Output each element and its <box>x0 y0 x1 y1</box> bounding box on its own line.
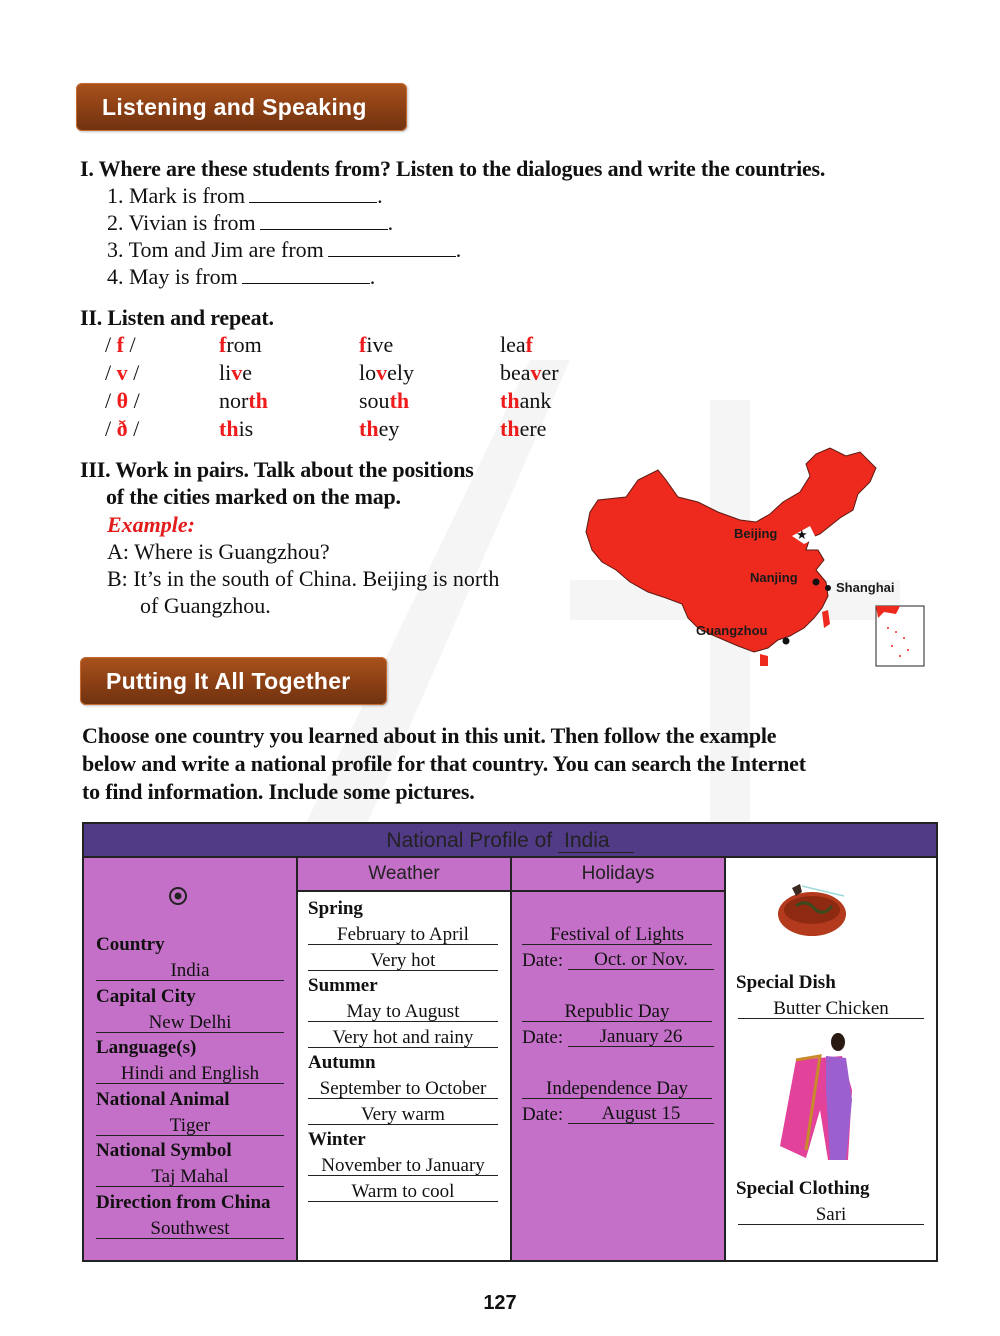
highlighted-letters: f <box>219 332 227 357</box>
phonics-row <box>105 332 605 360</box>
season-months[interactable]: November to January <box>308 1154 498 1176</box>
profile-country-field[interactable]: India <box>558 829 634 853</box>
weather-column <box>298 858 510 1260</box>
word-part: / <box>105 416 117 441</box>
word-part: bea <box>500 360 531 385</box>
map-label-nanjing: Nanjing <box>750 570 798 585</box>
dialogue-line-b2: of Guangzhou. <box>140 593 271 618</box>
phonics-word <box>500 360 559 386</box>
word-part: lo <box>359 360 377 385</box>
season-label: Summer <box>308 975 378 996</box>
example-label: Example: <box>107 512 195 537</box>
highlighted-letters: f <box>359 332 367 357</box>
answer-blank[interactable] <box>260 211 388 230</box>
word-part: rom <box>226 332 262 357</box>
phonics-row <box>105 388 605 416</box>
word-part: / <box>123 332 136 357</box>
item-end: . <box>369 264 376 289</box>
map-label-guangzhou: Guangzhou <box>696 623 768 638</box>
phonics-word <box>500 332 533 358</box>
season-label: Winter <box>308 1129 366 1150</box>
hainan-island-shape <box>760 654 768 666</box>
section-title: Putting It All Together <box>106 667 351 694</box>
map-label-beijing: Beijing <box>734 526 778 541</box>
holiday-date[interactable]: Oct. or Nov. <box>568 948 714 970</box>
highlighted-letters: th <box>500 416 520 441</box>
word-part: / <box>128 388 140 413</box>
item-end: . <box>377 183 383 208</box>
holiday-date[interactable]: January 26 <box>568 1025 714 1047</box>
word-part: / <box>105 388 117 413</box>
word-part: ank <box>519 388 552 413</box>
special-clothing-value[interactable]: Sari <box>738 1203 924 1225</box>
dot-icon <box>783 638 790 645</box>
page-number: 127 <box>483 1292 517 1314</box>
word-part: li <box>219 360 232 385</box>
field-value[interactable]: Tiger <box>96 1114 284 1136</box>
word-part: er <box>541 360 559 385</box>
item-text: 2. Vivian is from <box>107 210 256 235</box>
star-icon: ★ <box>796 527 808 542</box>
word-part: lea <box>500 332 526 357</box>
phonetic-symbol <box>105 416 139 442</box>
highlighted-letters: v <box>530 360 542 385</box>
item-text: 1. Mark is from <box>107 183 246 208</box>
phonics-word <box>359 360 414 386</box>
china-mainland-shape <box>586 448 876 652</box>
date-label: Date: <box>522 1027 564 1048</box>
word-part: / <box>127 416 140 441</box>
phonics-word <box>500 388 551 414</box>
answer-blank[interactable] <box>242 265 370 284</box>
highlighted-letters: v <box>231 360 243 385</box>
field-value[interactable]: India <box>96 959 284 981</box>
specials-column <box>726 858 936 1260</box>
answer-blank[interactable] <box>249 184 377 203</box>
word-part: ey <box>378 416 400 441</box>
highlighted-letters: f <box>116 332 124 357</box>
field-value[interactable]: Southwest <box>96 1217 284 1239</box>
date-label: Date: <box>522 1104 564 1125</box>
special-clothing-label: Special Clothing <box>736 1178 870 1199</box>
instructions-line3: to find information. Include some pictures. <box>82 779 475 804</box>
fill-in-item <box>107 264 375 290</box>
phonics-row <box>105 360 605 388</box>
phonics-word <box>500 416 546 442</box>
dot-icon <box>825 585 831 591</box>
highlighted-letters: th <box>219 416 239 441</box>
word-part: sou <box>359 388 390 413</box>
exercise-1-heading: I. Where are these students from? Listen to the dialogues and write the countries. <box>80 156 826 181</box>
instructions-line1: Choose one country you learned about in this unit. Then follow the example <box>82 723 777 748</box>
phonics-word <box>219 416 253 442</box>
season-label: Autumn <box>308 1052 376 1073</box>
word-part: ely <box>387 360 415 385</box>
item-text: 4. May is from <box>107 264 238 289</box>
special-dish-label: Special Dish <box>736 972 836 993</box>
china-map <box>578 442 938 674</box>
special-dish-value[interactable]: Butter Chicken <box>738 997 924 1019</box>
holiday-date[interactable]: August 15 <box>568 1102 714 1124</box>
highlighted-letters: θ <box>116 388 129 413</box>
word-part: / <box>105 360 117 385</box>
season-label: Spring <box>308 898 363 919</box>
highlighted-letters: ð <box>116 416 128 441</box>
fill-in-item <box>107 210 393 236</box>
highlighted-letters: f <box>525 332 533 357</box>
target-icon <box>168 886 188 906</box>
dialogue-line-b1: B: It’s in the south of China. Beijing is north <box>107 566 500 591</box>
highlighted-letters: th <box>500 388 520 413</box>
highlighted-letters: v <box>376 360 388 385</box>
field-value[interactable]: New Delhi <box>96 1011 284 1033</box>
field-value[interactable]: Taj Mahal <box>96 1165 284 1187</box>
phonics-word <box>359 332 393 358</box>
word-part: ere <box>519 416 547 441</box>
holidays-header: Holidays <box>512 858 724 892</box>
butter-chicken-image <box>772 876 856 940</box>
phonetic-symbol <box>105 388 140 414</box>
word-part: is <box>238 416 254 441</box>
field-label: National Animal <box>96 1088 230 1110</box>
holiday-name[interactable]: Independence Day <box>522 1077 712 1099</box>
field-label: Capital City <box>96 985 196 1007</box>
basics-column <box>84 858 296 1260</box>
highlighted-letters: th <box>389 388 410 413</box>
fill-in-item <box>107 237 461 263</box>
phonics-word <box>219 360 252 386</box>
field-value[interactable]: Hindi and English <box>96 1062 284 1084</box>
fill-in-item <box>107 183 383 209</box>
instructions-line2: below and write a national profile for that country. You can search the Internet <box>82 751 806 776</box>
field-label: Country <box>96 934 165 955</box>
highlighted-letters: v <box>116 360 128 385</box>
highlighted-letters: th <box>248 388 268 413</box>
season-description[interactable]: Very warm <box>308 1103 498 1125</box>
section-banner-listening <box>76 83 407 131</box>
season-description[interactable]: Warm to cool <box>308 1180 498 1202</box>
map-label-shanghai: Shanghai <box>836 580 895 595</box>
answer-blank[interactable] <box>328 238 456 257</box>
phonics-word <box>359 388 409 414</box>
taiwan-island-shape <box>822 610 830 628</box>
field-label: Direction from China <box>96 1191 271 1213</box>
phonics-word <box>219 388 268 414</box>
phonetic-symbol <box>105 360 139 386</box>
exercise-2-heading: II. Listen and repeat. <box>80 305 274 330</box>
season-description[interactable]: Very hot and rainy <box>308 1026 498 1048</box>
weather-header: Weather <box>298 858 510 892</box>
section-title: Listening and Speaking <box>102 93 367 120</box>
word-part: nor <box>219 388 249 413</box>
sari-image <box>776 1030 860 1164</box>
phonics-word <box>359 416 399 442</box>
item-text: 3. Tom and Jim are from <box>107 237 324 262</box>
holiday-name[interactable]: Festival of Lights <box>522 923 712 945</box>
profile-title: National Profile of <box>386 829 553 852</box>
section-banner-putting-together <box>80 657 387 705</box>
field-label: National Symbol <box>96 1140 232 1161</box>
highlighted-letters: th <box>359 416 379 441</box>
phonics-row <box>105 416 605 444</box>
exercise-3-heading-line1: III. Work in pairs. Talk about the positions <box>80 457 474 482</box>
holiday-name[interactable]: Republic Day <box>522 1000 712 1022</box>
field-label: Language(s) <box>96 1037 197 1058</box>
dot-icon <box>813 579 820 586</box>
holidays-column <box>512 858 724 1260</box>
date-label: Date: <box>522 950 564 971</box>
exercise-3-heading-line2: of the cities marked on the map. <box>106 484 401 509</box>
phonics-word <box>219 332 262 358</box>
season-description[interactable]: Very hot <box>308 949 498 971</box>
word-part: / <box>105 332 117 357</box>
dialogue-line-a: A: Where is Guangzhou? <box>107 539 330 564</box>
phonetic-symbol <box>105 332 136 358</box>
word-part: ive <box>366 332 394 357</box>
national-profile-table <box>82 822 938 1262</box>
word-part: / <box>127 360 140 385</box>
word-part: e <box>242 360 252 385</box>
profile-title-bar <box>84 824 936 858</box>
season-months[interactable]: September to October <box>308 1077 498 1099</box>
season-months[interactable]: May to August <box>308 1000 498 1022</box>
season-months[interactable]: February to April <box>308 923 498 945</box>
item-end: . <box>387 210 394 235</box>
item-end: . <box>455 237 462 262</box>
